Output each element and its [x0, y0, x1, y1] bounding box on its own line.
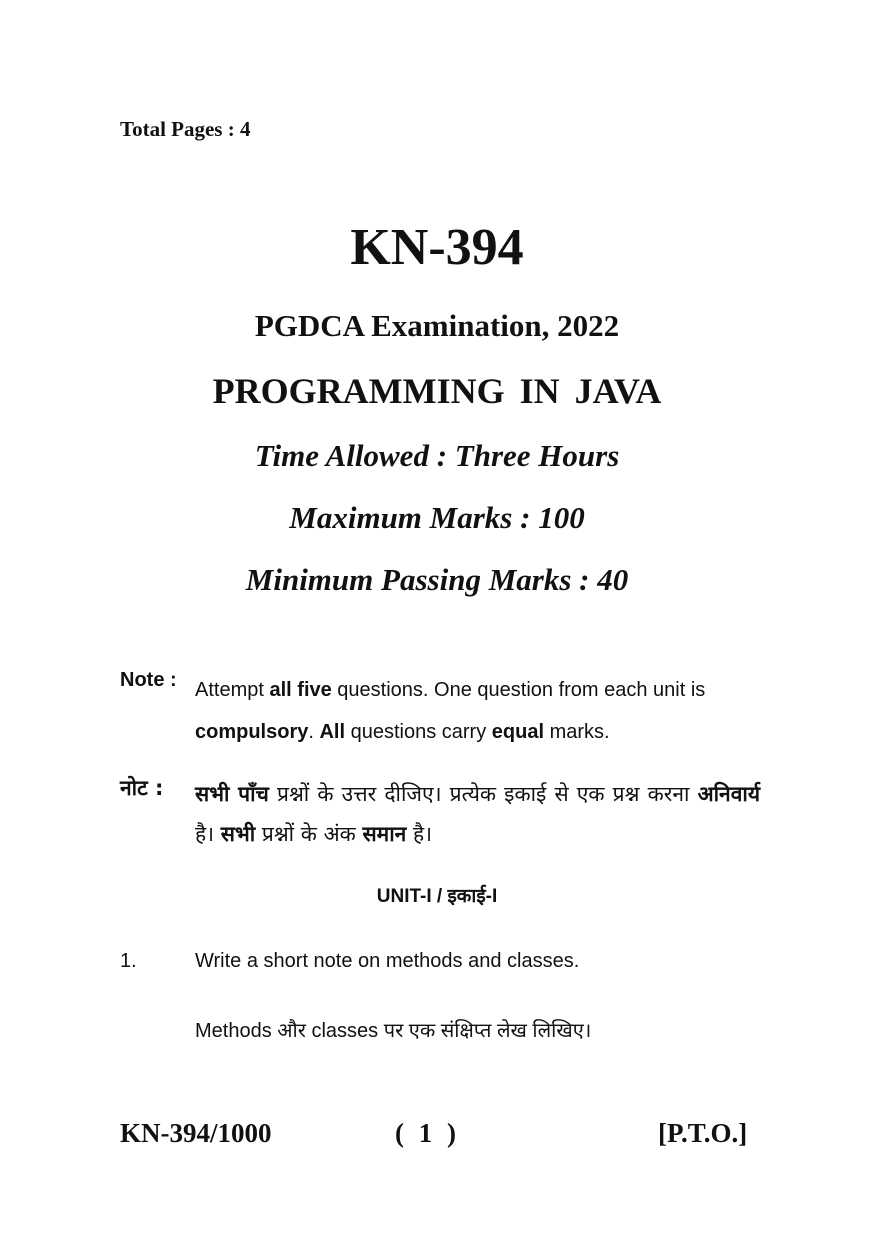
hindi-note-part: प्रश्नों के उत्तर दीजिए। प्रत्येक इकाई से एक प्रश्न करना — [268, 782, 698, 806]
note-part: marks. — [544, 721, 610, 743]
hindi-note-text — [195, 774, 760, 854]
exam-title: PGDCA Examination, 2022 — [254, 308, 620, 343]
maximum-marks: Maximum Marks : 100 — [289, 500, 585, 535]
note-emphasis: All — [319, 721, 346, 743]
hindi-note-emphasis: समान — [362, 822, 407, 846]
question-text-en: Write a short note on methods and classes. — [195, 950, 580, 972]
footer-code: KN-394/1000 — [120, 1118, 272, 1148]
note-part: questions carry — [345, 721, 492, 743]
subject-title: PROGRAMMING IN JAVA — [212, 371, 662, 411]
note-label: Note : — [120, 669, 177, 691]
note-part: questions. One question from each unit is — [331, 679, 706, 701]
hindi-note-part: है। — [406, 822, 433, 846]
note-part: Attempt — [195, 679, 270, 701]
pto-marker: [P.T.O.] — [658, 1118, 748, 1148]
question-text-hi: Methods और classes पर एक संक्षिप्त लेख लिखिए। — [195, 1020, 592, 1042]
total-pages: Total Pages : 4 — [120, 117, 251, 141]
unit-heading: UNIT-I / इकाई-I — [376, 886, 498, 907]
paper-code: KN-394 — [350, 219, 524, 276]
note-part: . — [308, 721, 320, 743]
note-emphasis: compulsory — [195, 721, 309, 743]
hindi-note-part: है। — [195, 822, 221, 846]
hindi-note-label: नोट : — [120, 776, 164, 800]
hindi-note-emphasis: सभी पाँच — [195, 782, 269, 806]
hindi-note-emphasis: सभी — [220, 822, 256, 846]
time-allowed: Time Allowed : Three Hours — [254, 438, 620, 473]
question-number: 1. — [120, 950, 137, 972]
page-number: ( 1 ) — [395, 1118, 456, 1148]
minimum-passing-marks: Minimum Passing Marks : 40 — [245, 562, 629, 597]
note-emphasis: equal — [491, 721, 545, 743]
hindi-note-part: प्रश्नों के अंक — [255, 822, 363, 846]
hindi-note-emphasis: अनिवार्य — [697, 782, 760, 806]
note-text — [195, 669, 765, 753]
note-emphasis: all five — [269, 679, 332, 701]
